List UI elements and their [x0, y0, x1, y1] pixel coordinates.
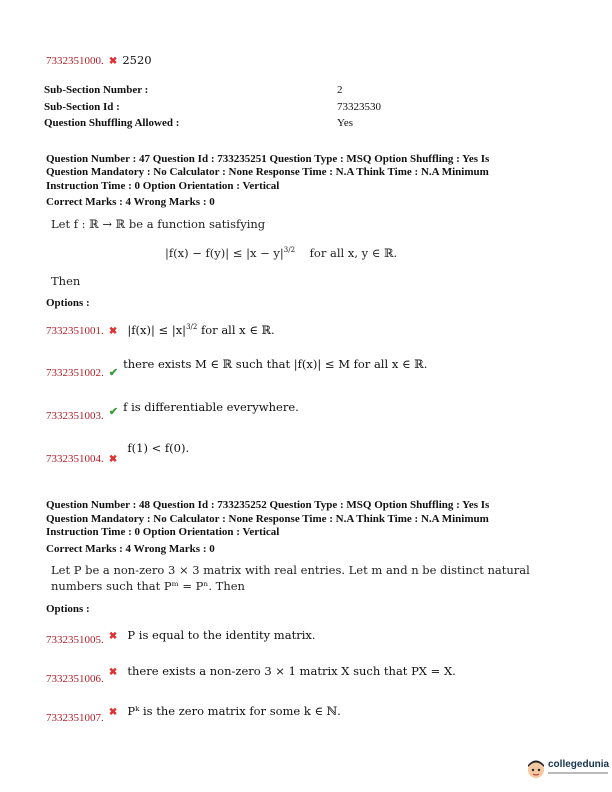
shuffle-value: Yes: [337, 117, 354, 129]
q47-meta-line2: Question Mandatory : No Calculator : None Response Time : N.A Think Time : N.A Minimum: [46, 166, 489, 178]
option-text: Pᵏ is the zero matrix for some k ∈ ℕ.: [127, 704, 341, 718]
q47-options-label: Options :: [46, 297, 90, 309]
subsection-id-value: 73323530: [337, 101, 381, 113]
option-id: 7332351006.: [46, 673, 104, 685]
q48-meta-line1: Question Number : 48 Question Id : 733235252 Question Type : MSQ Option Shuffling : Yes Is: [46, 499, 490, 511]
option-row: [46, 624, 316, 646]
subsection-id-label: Sub-Section Id :: [44, 101, 120, 113]
option-id: 7332351000.: [46, 55, 104, 67]
option-row: [46, 660, 456, 685]
wrong-icon: ✖: [108, 667, 118, 678]
subsection-number-value: 2: [337, 84, 343, 96]
wrong-icon: ✖: [108, 56, 118, 67]
q47-then: Then: [51, 274, 81, 288]
wrong-icon: ✖: [108, 707, 118, 718]
option-text: 2520: [122, 53, 152, 67]
collegedunia-logo: [524, 756, 610, 786]
option-row: [46, 700, 341, 724]
option-text: f(1) < f(0).: [127, 441, 190, 455]
shuffle-label: Question Shuffling Allowed :: [44, 117, 180, 129]
correct-icon: ✔: [108, 366, 119, 379]
option-id: 7332351001.: [46, 325, 104, 337]
option-id: 7332351002.: [46, 367, 104, 379]
option-row: [46, 319, 275, 338]
wrong-icon: ✖: [108, 326, 118, 337]
option-text: there exists M ∈ ℝ such that |f(x)| ≤ M for all x ∈ ℝ.: [123, 357, 428, 371]
subsection-number-label: Sub-Section Number :: [44, 84, 149, 96]
q48-meta-line3: Instruction Time : 0 Option Orientation : Vertical: [46, 526, 280, 538]
q48-options-label: Options :: [46, 603, 90, 615]
option-row: [46, 353, 428, 379]
option-id: 7332351004.: [46, 453, 104, 465]
option-row: [46, 437, 190, 465]
q48-stem-line2: numbers such that Pᵐ = Pⁿ. Then: [51, 579, 245, 593]
option-row: [46, 396, 299, 422]
mascot-icon: [526, 758, 546, 780]
option-id: 7332351007.: [46, 712, 104, 724]
prev-answer-row: [46, 49, 152, 68]
q47-meta-line3: Instruction Time : 0 Option Orientation : Vertical: [46, 180, 280, 192]
option-text: there exists a non-zero 3 × 1 matrix X such that PX = X.: [127, 664, 456, 678]
option-text: f is differentiable everywhere.: [123, 400, 299, 414]
option-id: 7332351005.: [46, 634, 104, 646]
option-id: 7332351003.: [46, 410, 104, 422]
q47-stem: Let f : ℝ → ℝ be a function satisfying: [51, 217, 266, 231]
q48-stem-line1: Let P be a non-zero 3 × 3 matrix with real entries. Let m and n be distinct natural: [51, 563, 530, 577]
logo-text: collegedunia: [548, 759, 610, 770]
q47-meta-line1: Question Number : 47 Question Id : 733235251 Question Type : MSQ Option Shuffling : Yes Is: [46, 153, 490, 165]
q47-marks: Correct Marks : 4 Wrong Marks : 0: [46, 196, 215, 208]
option-text: P is equal to the identity matrix.: [127, 628, 316, 642]
option-text: |f(x)| ≤ |x|3/2 for all x ∈ ℝ.: [127, 323, 275, 337]
q48-meta-line2: Question Mandatory : No Calculator : None Response Time : N.A Think Time : N.A Minimum: [46, 513, 489, 525]
q48-marks: Correct Marks : 4 Wrong Marks : 0: [46, 543, 215, 555]
wrong-icon: ✖: [108, 631, 118, 642]
logo-tagline-bar: [548, 772, 608, 774]
q47-equation: |f(x) − f(y)| ≤ |x − y|3/2 for all x, y ∈ ℝ.: [165, 246, 398, 260]
wrong-icon: ✖: [108, 454, 118, 465]
correct-icon: ✔: [108, 405, 119, 418]
